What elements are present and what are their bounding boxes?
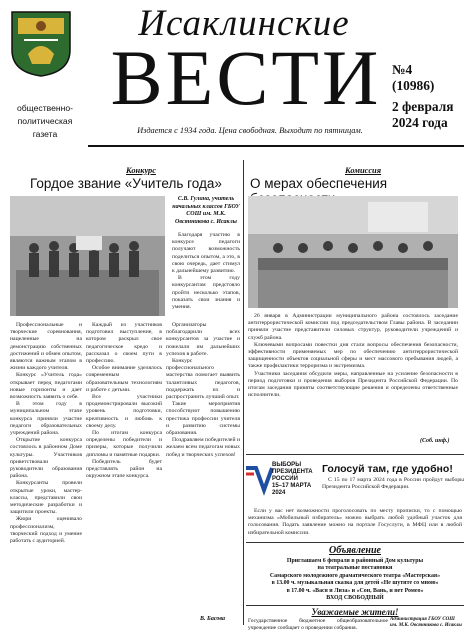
election-logo-text: ВЫБОРЫ ПРЕЗИДЕНТА РОССИИ 15–17 МАРТА 2024	[272, 462, 313, 496]
left-article-rubric: Конкурс	[126, 166, 156, 175]
notice-text: Государственное бюджетное общеобразовательное учреждение сообщает о проведении собрания.	[248, 618, 388, 630]
newspaper-type-label: общественно- политическая газета	[16, 103, 74, 139]
newspaper-title-top: Исаклинские	[138, 3, 350, 44]
left-article-signature: В. Басова	[200, 616, 225, 622]
left-article-col-2: Каждый из участников подготовил выступление, в котором раскрыл свое педагогическое кредо и рассказал о своем пути в профессию. Особое внимание уделялось современным образовательным технологиям и работе с детьми. Все участники продемонстрировали высокий уровень подготовки, креативность и любовь к своему делу. По итогам конкурса определены победители и призеры, которые получили дипломы и памятные подарки. Победитель будет представлять район на окружном этапе конкурса.	[86, 322, 162, 480]
coat-of-arms-icon	[10, 10, 72, 78]
issue-total: (10986)	[392, 77, 435, 93]
left-article-col-1: Профессиональные и творческие соревнования, нацеленные на демонстрацию собственных достижений и обмен опытом, являются важным этапом в жизни каждого учителя. Конкурс «Учитель года» открывает перед педагогами новые горизонты и дает возможность заявить о себе. В этом году в муниципальном этапе конкурса приняли участие педагоги образовательных учреждений района. Открытие конкурса состоялось в районном Доме культуры. Участников приветствовали руководители образования района. Конкурсанты провели открытые уроки, мастер-классы, представили свои методические разработки и защитили проекты. Жюри оценивало профессионализм, творческий подход и умение работать с аудиторией.	[10, 322, 82, 545]
photo-image	[248, 196, 458, 308]
announcement-body: Приглашаем 6 февраля в районный Дом культуры на театральные постановки Самарского молодежного драматического театра «Мастерская» в 13.00 ч. музыкальная сказка для детей «Не шутите со мною» в 17.00 ч. «Вася и Лиза» и «Сон, Вань, и нет Ромео» ВХОД СВОБОДНЫЙ	[269, 558, 441, 602]
left-article-headline: Гордое звание «Учитель года»	[30, 176, 222, 191]
issue-date-day: 2 февраля	[392, 99, 454, 114]
left-article-col-3: Организаторы поблагодарили всех конкурсантов за участие и пожелали им дальнейших успехов в работе. Конкурс профессионального мастерства помогает выявить талантливых педагогов, поддержать их и распространить лучший опыт. Такие мероприятия способствуют повышению престижа профессии учителя и развитию системы образования. Поздравляем победителей и желаем всем педагогам новых побед и творческих успехов!	[166, 322, 240, 458]
election-logo	[242, 460, 322, 504]
right-article-rubric: Комиссия	[345, 166, 382, 175]
masthead-tagline: Издается с 1934 года. Цена свободная. Выходит по пятницам.	[137, 126, 363, 135]
newspaper-title-main: ВЕСТИ	[110, 34, 382, 121]
masthead	[0, 0, 467, 156]
issue-info	[392, 62, 464, 130]
right-article-headline: О мерах обеспечения	[250, 176, 388, 191]
district-emblem	[6, 6, 76, 106]
column-divider	[243, 160, 244, 625]
left-photo-caption: С.В. Гулина, учитель начальных классов ГБОУ СОШ им. М.К. Овсянникова с. Исаклы	[172, 196, 240, 225]
notice-signature: Администрация ГБОУ СОШ им. М.К. Овсянникова с. Исаклы	[390, 617, 462, 628]
section-divider-3	[246, 605, 464, 606]
commission-photo	[248, 196, 458, 308]
election-headline: Голосуй там, где удобно!	[322, 463, 453, 475]
photo-image	[10, 196, 165, 316]
section-divider-2	[246, 542, 464, 543]
left-article-col-intro: Благодаря участию в конкурсе педагоги получают возможность поделиться опытом, а это, в свою очередь, дает стимул к дальнейшему развитию. В этом году конкурсантам предстояло пройти несколько этапов, показать свои знания и умения.	[172, 232, 240, 311]
masthead-rule	[88, 145, 464, 147]
announcement-title: Объявление	[329, 545, 381, 556]
right-article-text: 26 января в Администрации муниципального района состоялось заседание антитеррористической комиссии под председательством Главы района. В заседании приняли участие представители силовых структур, руководители учреждений и служб района. Ключевыми вопросами повестки дня стали вопросы обеспечения безопасности, эффективности применяемых мер по обеспечению антитеррористической защищенности объектов социальной сферы и мест массового пребывания людей, а также профилактики терроризма и экстремизма. Участники заседания обсудили меры, направленные на усиление безопасности в период подготовки и проведения выборов Президента Российской Федерации. По итогам заседания приняты соответствующие решения и определены ответственные исполнители.	[248, 313, 458, 399]
election-text-intro: С 15 по 17 марта 2024 года в России пройдут выборы Президента Российской Федерации.	[322, 477, 464, 491]
issue-date-year: 2024 года	[392, 114, 448, 130]
section-divider-1	[246, 454, 464, 455]
issue-number: №4	[392, 62, 413, 77]
election-text-body: Если у вас нет возможности проголосовать по месту прописки, то с помощью механизма «Мобильный избиратель» можно выбрать любой удобный участок для голосования. Подать заявление можно на портале Госуслуги, в МФЦ или в любой избирательной комиссии.	[248, 508, 462, 536]
notice-title: Уважаемые жители!	[311, 607, 399, 617]
teachers-photo	[10, 196, 165, 316]
right-article-source: (Соб. инф.)	[420, 438, 450, 444]
